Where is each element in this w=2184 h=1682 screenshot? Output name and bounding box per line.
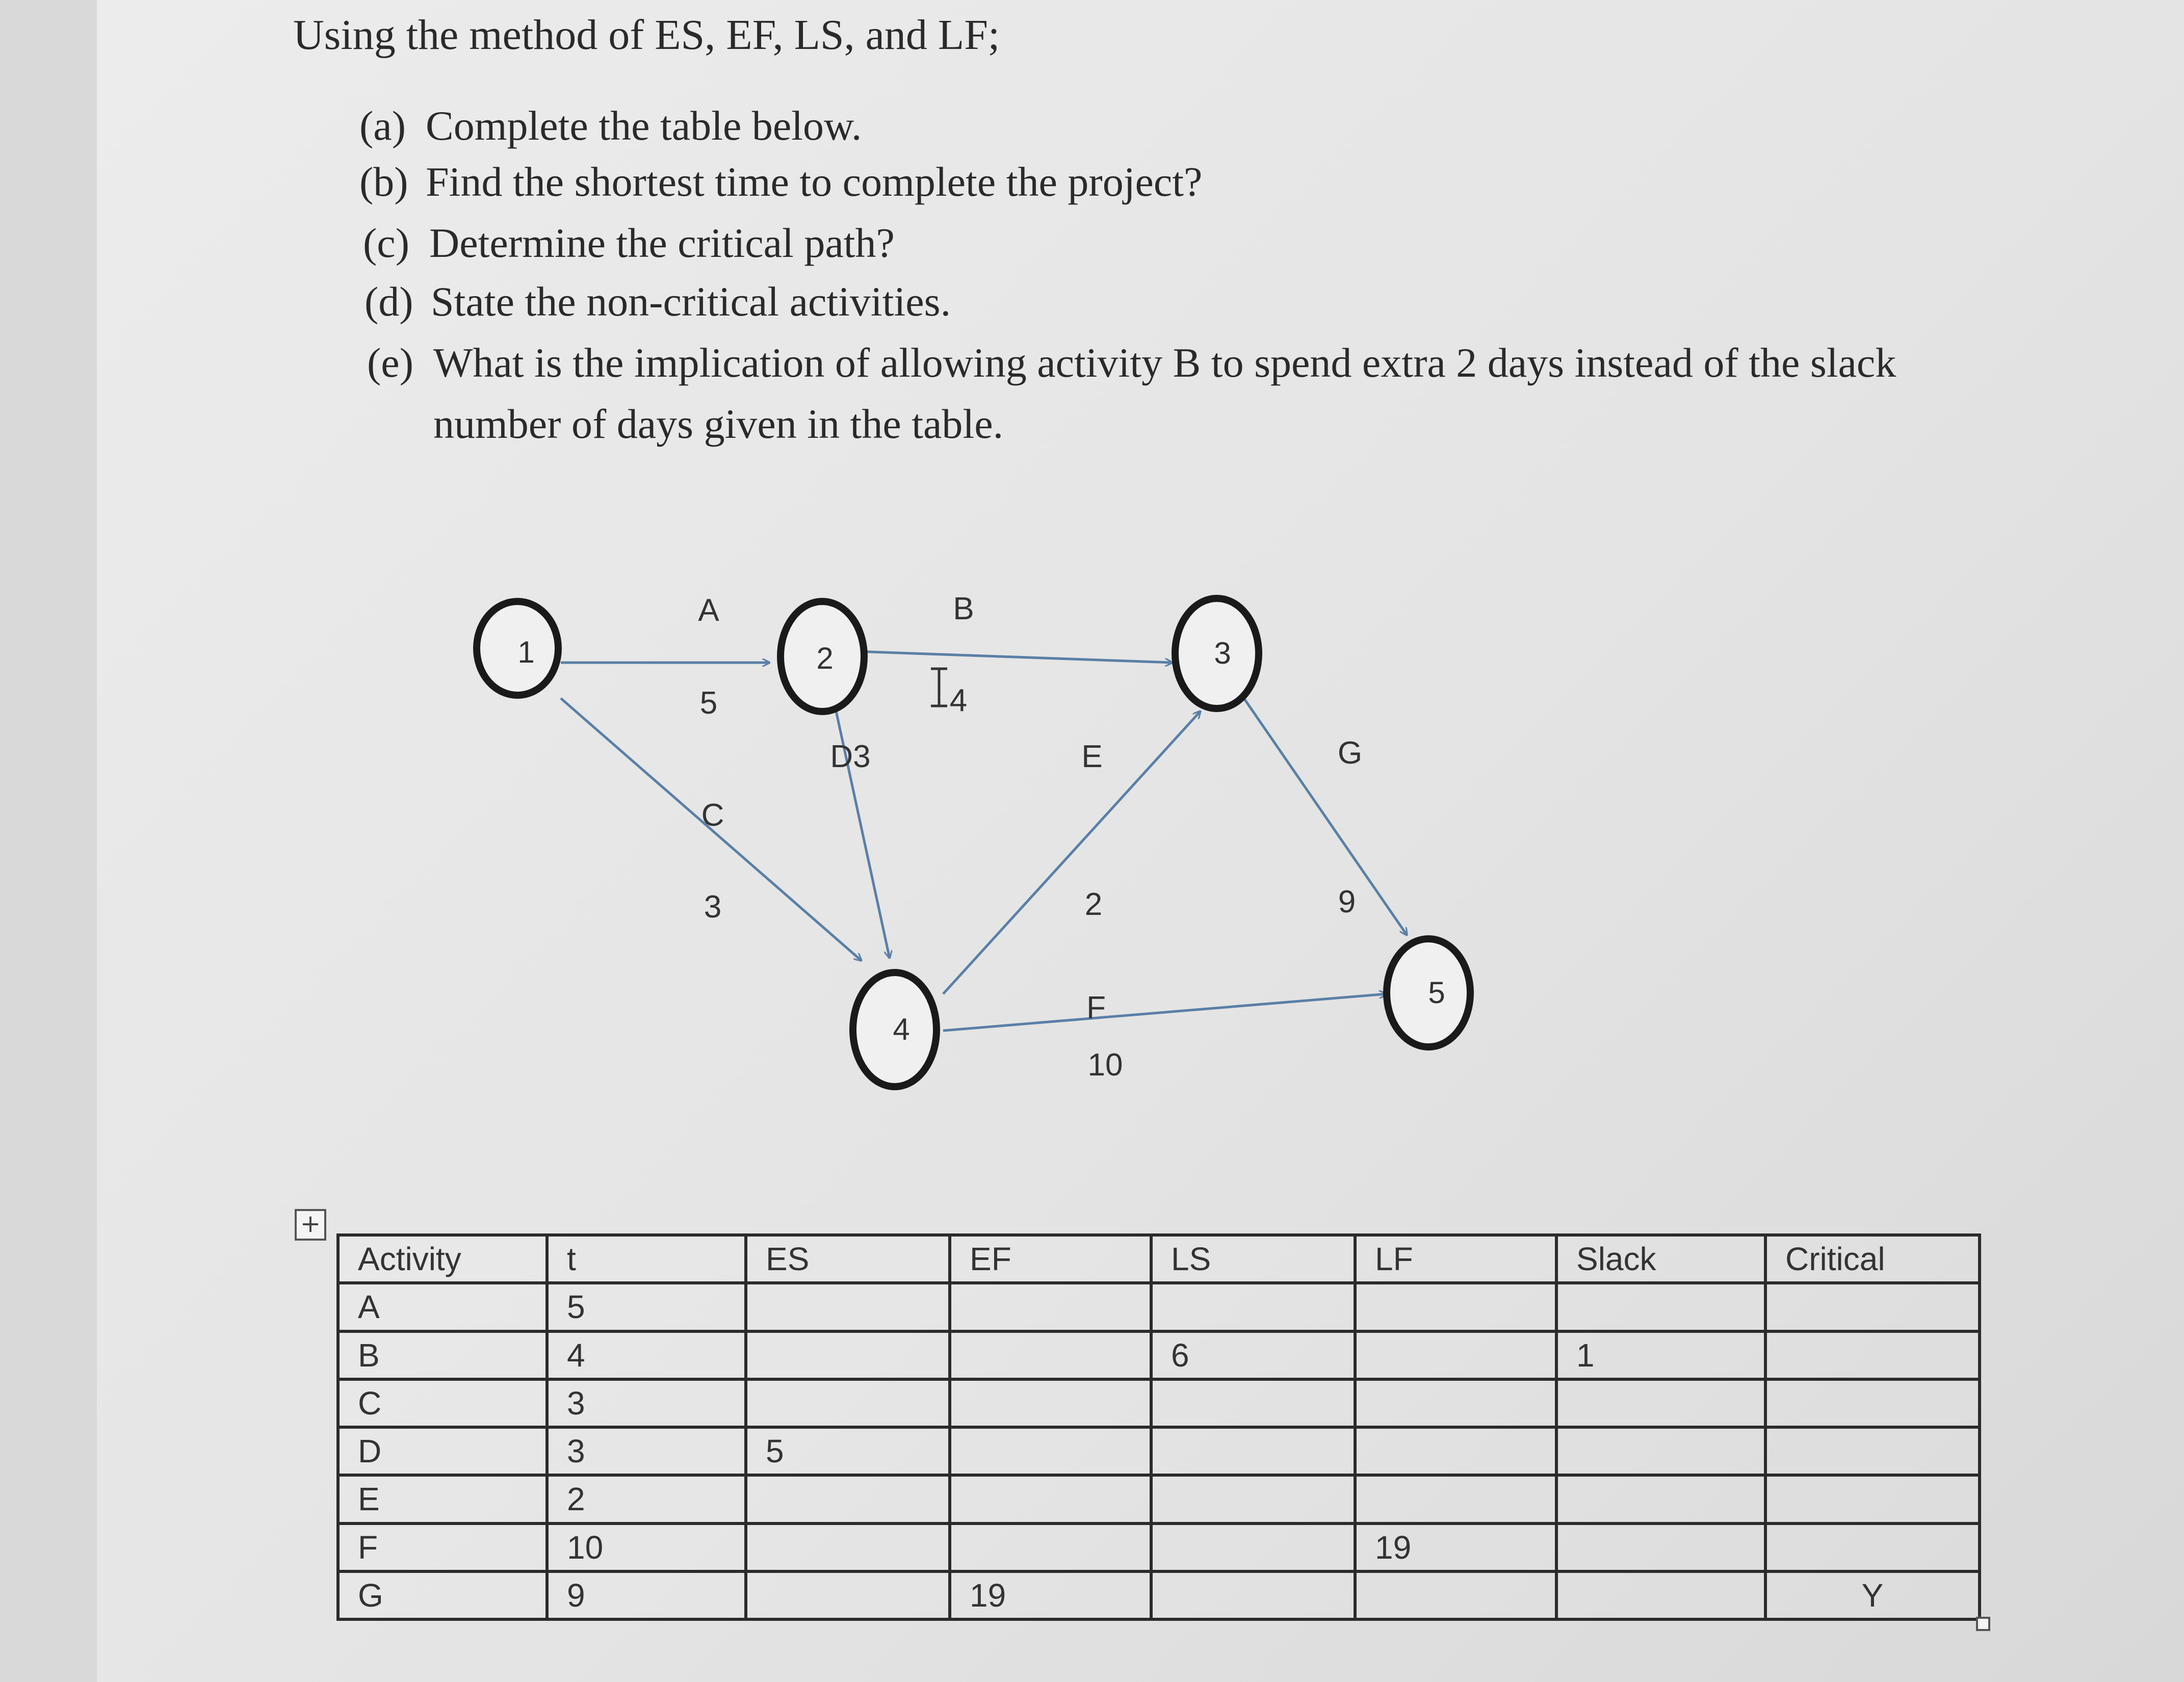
table-cell[interactable]: [1556, 1571, 1765, 1619]
edge-f: [943, 994, 1387, 1031]
table-cell[interactable]: 9: [547, 1571, 746, 1619]
table-resize-handle[interactable]: [1976, 1617, 1990, 1631]
table-cell[interactable]: 19: [1355, 1523, 1556, 1571]
table-cell[interactable]: [746, 1331, 950, 1379]
duration-label-a: 5: [699, 686, 718, 721]
question-label: (d): [365, 278, 413, 325]
table-cell[interactable]: [950, 1331, 1151, 1379]
table-cell[interactable]: 2: [547, 1475, 746, 1523]
header-es[interactable]: ES: [746, 1235, 950, 1283]
table-cell[interactable]: [1765, 1427, 1980, 1475]
table-cell[interactable]: [1151, 1427, 1355, 1475]
table-cell[interactable]: [1355, 1379, 1556, 1427]
activity-label-e: E: [1081, 739, 1103, 774]
header-critical[interactable]: Critical: [1765, 1235, 1980, 1283]
table-cell[interactable]: [1765, 1283, 1980, 1331]
table-row: [338, 1379, 1980, 1427]
table-cell[interactable]: G: [338, 1571, 547, 1619]
table-cell[interactable]: A: [338, 1283, 547, 1331]
table-cell[interactable]: [746, 1571, 950, 1619]
table-cell[interactable]: C: [338, 1379, 547, 1427]
duration-label-g: 9: [1338, 884, 1356, 919]
table-cell[interactable]: [1765, 1379, 1980, 1427]
edge-b: [856, 651, 1173, 663]
question-text: Find the shortest time to complete the project?: [426, 159, 1203, 205]
header-ls[interactable]: LS: [1151, 1235, 1355, 1283]
node-3: [1175, 598, 1259, 708]
table-cell[interactable]: [1765, 1523, 1980, 1571]
table-row: [338, 1427, 1980, 1475]
table-cell[interactable]: 3: [547, 1427, 746, 1475]
edge-e: [943, 711, 1201, 994]
header-slack[interactable]: Slack: [1556, 1235, 1765, 1283]
node-label: 4: [893, 1012, 910, 1046]
table-cell[interactable]: F: [338, 1523, 547, 1571]
text-cursor-icon: [931, 669, 947, 706]
question-text: State the non-critical activities.: [431, 278, 951, 325]
header-ef[interactable]: EF: [950, 1235, 1151, 1283]
table-row: [338, 1283, 1980, 1331]
question-label: (a): [359, 102, 406, 149]
table-cell[interactable]: D: [338, 1427, 547, 1475]
table-cell[interactable]: [1355, 1283, 1556, 1331]
activity-label-c: C: [701, 798, 724, 833]
duration-label-b: 4: [949, 683, 968, 718]
table-cell[interactable]: [950, 1427, 1151, 1475]
question-label: (b): [359, 159, 408, 205]
table-cell[interactable]: 1: [1556, 1331, 1765, 1379]
table-cell[interactable]: [950, 1475, 1151, 1523]
question-text: Complete the table below.: [426, 102, 862, 149]
activity-label-g: G: [1337, 735, 1363, 771]
table-cell[interactable]: [746, 1283, 950, 1331]
table-cell[interactable]: [1151, 1475, 1355, 1523]
table-row: [338, 1571, 1980, 1619]
table-cell[interactable]: [1556, 1283, 1765, 1331]
table-cell[interactable]: 6: [1151, 1331, 1355, 1379]
table-cell[interactable]: [1556, 1379, 1765, 1427]
node-label: 5: [1428, 976, 1445, 1010]
table-cell[interactable]: [1151, 1523, 1355, 1571]
table-cell[interactable]: 5: [746, 1427, 950, 1475]
table-header-row: [338, 1235, 1980, 1283]
page-title: Using the method of ES, EF, LS, and LF;: [293, 11, 1000, 59]
node-1: [477, 601, 558, 695]
table-cell[interactable]: [1556, 1475, 1765, 1523]
duration-label-f: 10: [1087, 1047, 1123, 1083]
question-label: (e): [367, 339, 414, 386]
table-cell[interactable]: 5: [547, 1283, 746, 1331]
activity-label-a: A: [698, 593, 719, 628]
question-text: What is the implication of allowing activity B to spend extra 2 days instead of the slack: [433, 339, 1896, 386]
node-label: 2: [816, 641, 834, 675]
table-row: [338, 1523, 1980, 1571]
question-e-continuation: number of days given in the table.: [433, 401, 1004, 447]
node-label: 3: [1214, 636, 1231, 670]
question-label: (c): [363, 220, 410, 266]
table-cell[interactable]: 10: [547, 1523, 746, 1571]
table-cell[interactable]: 4: [547, 1331, 746, 1379]
table-cell[interactable]: [746, 1379, 950, 1427]
header-lf[interactable]: LF: [1355, 1235, 1556, 1283]
node-2: [781, 601, 864, 712]
table-cell[interactable]: [950, 1523, 1151, 1571]
table-cell[interactable]: Y: [1765, 1571, 1980, 1619]
table-cell[interactable]: [950, 1283, 1151, 1331]
table-cell[interactable]: [1765, 1475, 1980, 1523]
table-cell[interactable]: [1355, 1475, 1556, 1523]
node-5: [1387, 939, 1470, 1047]
table-cell[interactable]: 3: [547, 1379, 746, 1427]
header-activity[interactable]: Activity: [338, 1235, 547, 1283]
table-row: [338, 1331, 1980, 1379]
table-cell[interactable]: [1355, 1427, 1556, 1475]
table-cell[interactable]: [1765, 1331, 1980, 1379]
activity-label-d: D3: [830, 739, 871, 774]
duration-label-c: 3: [704, 889, 722, 925]
table-cell[interactable]: E: [338, 1475, 547, 1523]
table-cell[interactable]: [1151, 1571, 1355, 1619]
table-cell[interactable]: [1151, 1379, 1355, 1427]
activity-label-b: B: [953, 591, 974, 626]
table-row: [338, 1475, 1980, 1523]
table-cell[interactable]: [950, 1379, 1151, 1427]
table-cell[interactable]: 19: [950, 1571, 1151, 1619]
header-t[interactable]: t: [547, 1235, 746, 1283]
question-text: Determine the critical path?: [429, 220, 895, 266]
table-cell[interactable]: [1151, 1283, 1355, 1331]
table-cell[interactable]: [1556, 1523, 1765, 1571]
table-cell[interactable]: [1355, 1571, 1556, 1619]
table-cell[interactable]: [1556, 1427, 1765, 1475]
table-cell[interactable]: B: [338, 1331, 547, 1379]
node-4: [853, 973, 937, 1087]
activity-table: [336, 1233, 1981, 1621]
table-cell[interactable]: [746, 1475, 950, 1523]
edge-g: [1244, 698, 1407, 935]
table-cell[interactable]: [1355, 1331, 1556, 1379]
table-cell[interactable]: [746, 1523, 950, 1571]
node-label: 1: [517, 635, 535, 669]
activity-label-f: F: [1086, 990, 1106, 1026]
table-move-handle-icon[interactable]: +: [295, 1209, 326, 1241]
duration-label-e: 2: [1084, 887, 1103, 922]
